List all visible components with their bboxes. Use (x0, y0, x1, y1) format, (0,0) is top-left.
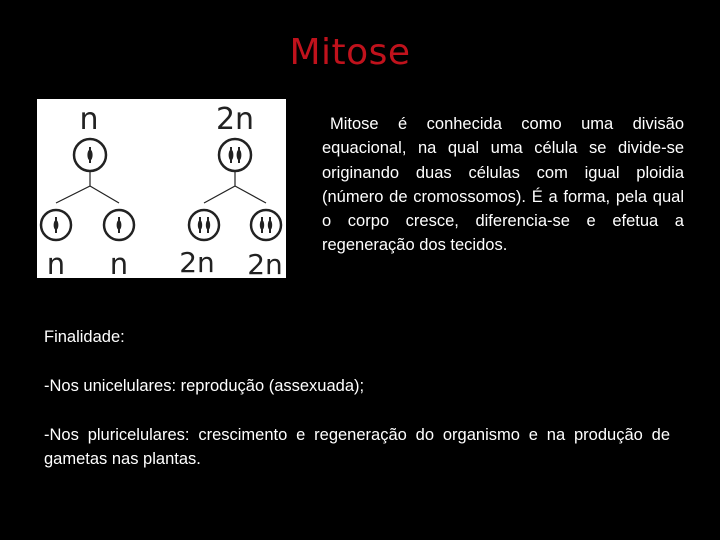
haploid-child-cell-right (104, 210, 134, 240)
haploid-parent-label: n (79, 102, 99, 137)
haploid-child-cell-left (41, 210, 71, 240)
diploid-child-cell-left (189, 210, 219, 240)
slide-title: Mitose (289, 32, 411, 73)
bullet-unicellular: -Nos unicelulares: reprodução (assexuada); (44, 377, 365, 395)
haploid-child-label-left: n (46, 247, 66, 278)
diploid-child-label-right: 2n (247, 248, 283, 278)
finalidade-heading: Finalidade: (44, 328, 125, 346)
mitosis-diagram-svg (37, 99, 286, 278)
haploid-child-label-right: n (109, 247, 129, 278)
diploid-branch-left (204, 172, 235, 203)
diploid-parent-cell (219, 139, 251, 171)
haploid-parent-cell (74, 139, 106, 171)
bullet-multicellular: -Nos pluricelulares: crescimento e regeneração do organismo e na produção de gametas nas plantas. (44, 426, 670, 468)
haploid-branch-right (90, 186, 119, 203)
intro-paragraph: Mitose é conhecida como uma divisão equacional, na qual uma célula se divide-se originando duas células com igual ploidia (número de cromossomos). É a forma, pela qual o corpo cresce, diferencia-se e efetua a regeneração dos tecidos. (322, 115, 684, 255)
haploid-branch-left (56, 172, 90, 203)
mitosis-diagram (37, 99, 286, 278)
diploid-child-cell-right (251, 210, 281, 240)
diploid-parent-label: 2n (215, 102, 255, 137)
diploid-child-label-left: 2n (179, 246, 215, 278)
diploid-branch-right (235, 186, 266, 203)
